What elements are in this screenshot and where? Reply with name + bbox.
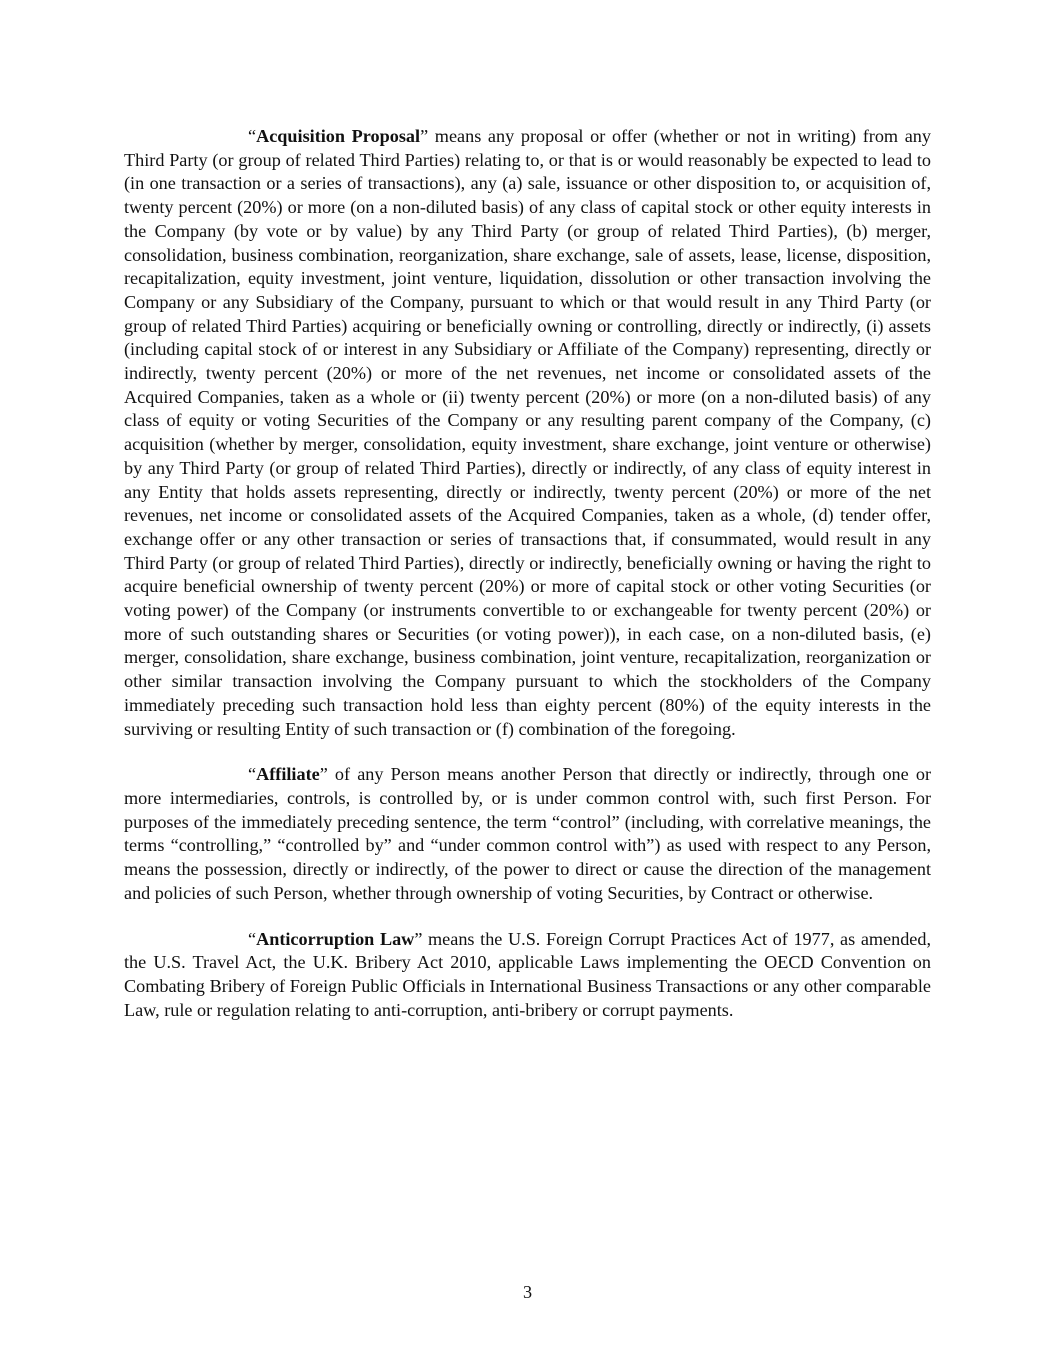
- definition-text: means the U.S. Foreign Corrupt Practices Act of 1977, as amended, the U.S. Travel Act, the U.K. Bribery Act 2010, applicable Laws implementing the OECD Convention on Combating Bribery of Foreign Public Officials in International Business Transactions or any other comparable Law, rule or regulation relating to anti-corruption, anti-bribery or corrupt payments.: [124, 928, 932, 1020]
- defined-term: Acquisition Proposal: [256, 126, 421, 146]
- definition-text: means any proposal or offer (whether or not in writing) from any Third Party (or group of related Third Parties) relating to, or that is or would reasonably be expected to lead to (in one transaction or a series of transactions), any (a) sale, issuance or other disposition to, or acquisition of, twenty percent (20%) or more (on a non-diluted basis) of any class of capital stock or other equity interests in the Company (by vote or by value) by any Third Party (or group of related Third Parties), (b) merger, consolidation, business combination, reorganization, share exchange, sale of assets, lease, license, disposition, recapitalization, equity investment, joint venture, liquidation, dissolution or other transaction involving the Company or any Subsidiary of the Company, pursuant to which or that would result in any Third Party (or group of related Third Parties) acquiring or beneficially owning or controlling, directly or indirectly, (i) assets (including capital stock of or interest in any Subsidiary or Affiliate of the Company) representing, directly or indirectly, twenty percent (20%) or more of the net revenues, net income or consolidated assets of the Acquired Companies, taken as a whole or (ii) twenty percent (20%) or more (on a non-diluted basis) of any class of equity or voting Securities of the Company or any resulting parent company of the Company, (c) acquisition (whether by merger, consolidation, equity investment, share exchange, joint venture or otherwise) by any Third Party (or group of related Third Parties), directly or indirectly, of any class of equity interest in any Entity that holds assets representing, directly or indirectly, twenty percent (20%) or more of the net revenues, net income or consolidated assets of the Acquired Companies, taken as a whole, (d) tender offer, exchange offer or any other transaction or series of transactions that, if consummated, would result in any Third Party (or group of related Third Parties), directly or indirectly, beneficially owning or having the right to acquire beneficial ownership of twenty percent (20%) or more of capital stock or other voting Securities (or voting power) of the Company (or instruments convertible to or exchangeable for twenty percent (20%) or more of such outstanding shares or Securities (or voting power)), in each case, on a non-diluted basis, (e) merger, consolidation, share exchange, business combination, joint venture, recapitalization, reorganization or other similar transaction involving the Company pursuant to which the stockholders of the Company immediately preceding such transaction hold less than eighty percent (80%) of the equity interests in the surviving or resulting Entity of such transaction or (f) combination of the foregoing.: [124, 126, 931, 739]
- definition-anticorruption-law: [124, 928, 931, 1023]
- definition-text: of any Person means another Person that directly or indirectly, through one or more intermediaries, controls, is controlled by, or is under common control with, such first Person. For purposes of the immediately preceding sentence, the term “control” (including, with correlative meanings, the terms “controlling,” “controlled by” and “under common control with”) as used with respect to any Person, means the possession, directly or indirectly, of the power to direct or cause the direction of the management and policies of such Person, whether through ownership of voting Securities, by Contract or otherwise.: [124, 764, 931, 903]
- document-body: [124, 125, 931, 1022]
- definition-affiliate: [124, 763, 931, 905]
- page-number: 3: [522, 1282, 533, 1302]
- close-quote: ”: [414, 928, 423, 949]
- close-quote: ”: [319, 764, 328, 785]
- defined-term: Affiliate: [256, 764, 320, 785]
- open-quote: “: [248, 928, 257, 949]
- close-quote: ”: [420, 126, 429, 146]
- definition-acquisition-proposal: [124, 125, 931, 741]
- defined-term: Anticorruption Law: [256, 928, 415, 949]
- open-quote: “: [248, 126, 257, 146]
- open-quote: “: [248, 764, 257, 785]
